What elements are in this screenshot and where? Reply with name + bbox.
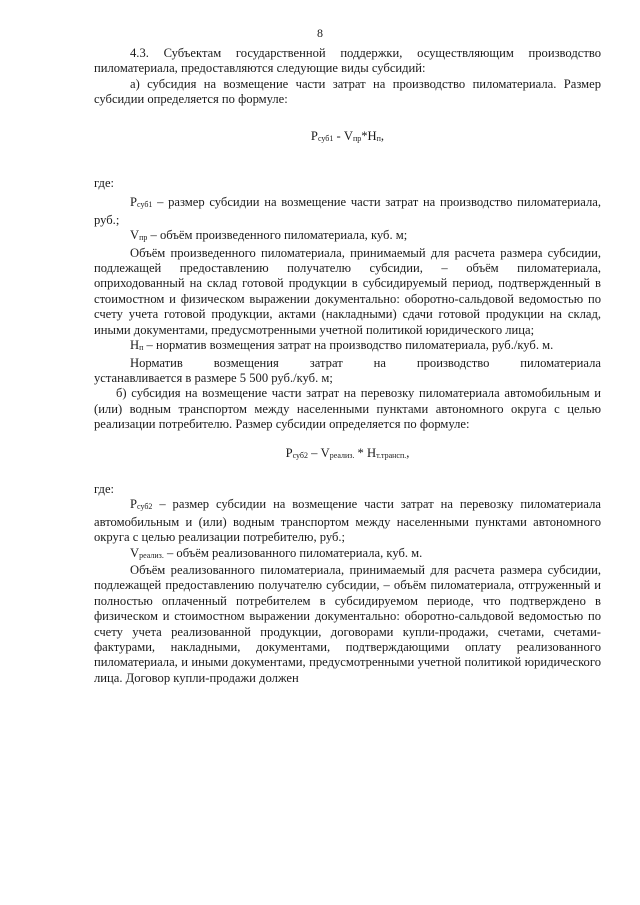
formula-1 — [94, 129, 601, 146]
document-body — [94, 46, 601, 686]
item-b: б) субсидия на возмещение части затрат на перевозку пиломатериала автомобильным и (или) водным транспортом между населенными пунктами автономного округа с целью реализации потребителю. Размер субсидии определяется по формуле: — [94, 386, 601, 432]
paragraph-4-3: 4.3. Субъектам государственной поддержки, осуществляющим производство пиломатериала, предоставляются следующие виды субсидий: — [94, 46, 601, 76]
symbol-vreal-sub: реализ. — [139, 550, 164, 560]
volume-produced-paragraph: Объём произведенного пиломатериала, принимаемый для расчета размера субсидии, подлежащей предоставлению получателю субсидии, – объём пиломатериала, оприходованный на склад готовой продукции в субсидируемый период, подтвержденный в стоимостном и физическом выражении документально: оборотно-сальдовой ведомостью по счету учета готовой продукции, актами (накладными) сдачи готовой продукции на склад, иными документами, предусмотренными учетной политикой юридического лица; — [94, 245, 601, 337]
formula-1-lhs-sub: суб1 — [317, 133, 334, 143]
volume-sold-paragraph: Объём реализованного пиломатериала, принимаемый для расчета размера субсидии, подлежащей предоставлению получателю субсидии, – объём пиломатериала, отгруженный и полностью оплаченный потребителем в субсидируемом периоде, что подтверждено в физическом и стоимостном выражении документально: оборотно-сальдовой ведомостью по счету учета реализованной продукции, договорами купли-продажи, счетами, счетами-фактурами, накладными, документами, подтверждающими оплату реализованного пиломатериала, и иными документами, предусмотренными учетной политикой юридического лица. Договор купли-продажи должен — [94, 562, 601, 685]
symbol-np: Н — [130, 338, 140, 353]
symbol-vreal: V — [130, 545, 140, 560]
formula-2-lhs-sub: суб2 — [292, 450, 308, 460]
definition-rsub2-text: – размер субсидии на возмещение части затрат на перевозку пиломатериала автомобильным и (или) водным транспортом между населенными пунктами автономного округа с целью реализации потребителю, руб.; — [94, 497, 601, 545]
formula-2-v-sub: реализ. — [329, 450, 355, 460]
formula-1-v-sub: пр — [352, 133, 362, 143]
symbol-rsub2: Р — [130, 497, 138, 512]
formula-1-end: , — [380, 128, 385, 143]
definition-np-text: – норматив возмещения затрат на производство пиломатериала, руб./куб. м. — [143, 338, 554, 353]
formula-1-eq: - V — [333, 128, 353, 143]
formula-2-lhs: Р — [285, 445, 293, 460]
definition-rsub1-text: – размер субсидии на возмещение части затрат на производство пиломатериала, руб.; — [94, 195, 601, 227]
definition-vreal — [94, 546, 601, 563]
formula-1-mul: *Н — [361, 128, 377, 143]
formula-1-n-sub: п — [376, 133, 381, 143]
page-number: 8 — [317, 26, 323, 40]
symbol-vpr-sub: пр — [139, 233, 148, 243]
symbol-rsub1: Р — [130, 195, 138, 210]
formula-2-eq: – V — [308, 445, 330, 460]
symbol-rsub1-sub: суб1 — [137, 200, 153, 210]
formula-2 — [94, 446, 601, 463]
formula-2-mul: * Н — [354, 445, 377, 460]
definition-vreal-text: – объём реализованного пиломатериала, куб. м. — [163, 545, 423, 560]
norm-line-1: Норматив возмещения затрат на производство пиломатериала — [130, 355, 601, 370]
item-a: а) субсидия на возмещение части затрат на производство пиломатериала. Размер субсидии определяется по формуле: — [94, 76, 601, 107]
symbol-np-sub: п — [139, 343, 144, 353]
formula-2-end: , — [406, 445, 410, 460]
where-label-2: где: — [94, 481, 115, 496]
symbol-vpr: V — [130, 228, 140, 243]
definition-rsub2 — [94, 497, 601, 545]
formula-2-n-sub: т.трансп. — [376, 450, 407, 460]
norm-line-2: устанавливается в размере 5 500 руб./куб. м; — [94, 370, 333, 385]
symbol-rsub2-sub: суб2 — [137, 502, 153, 512]
definition-rsub1 — [94, 195, 601, 228]
formula-1-lhs: Р — [310, 128, 318, 143]
where-label-1: где: — [94, 176, 115, 191]
definition-vpr-text: – объём произведенного пиломатериала, куб. м; — [147, 228, 408, 243]
definition-np — [94, 338, 601, 355]
definition-vpr — [94, 228, 601, 245]
